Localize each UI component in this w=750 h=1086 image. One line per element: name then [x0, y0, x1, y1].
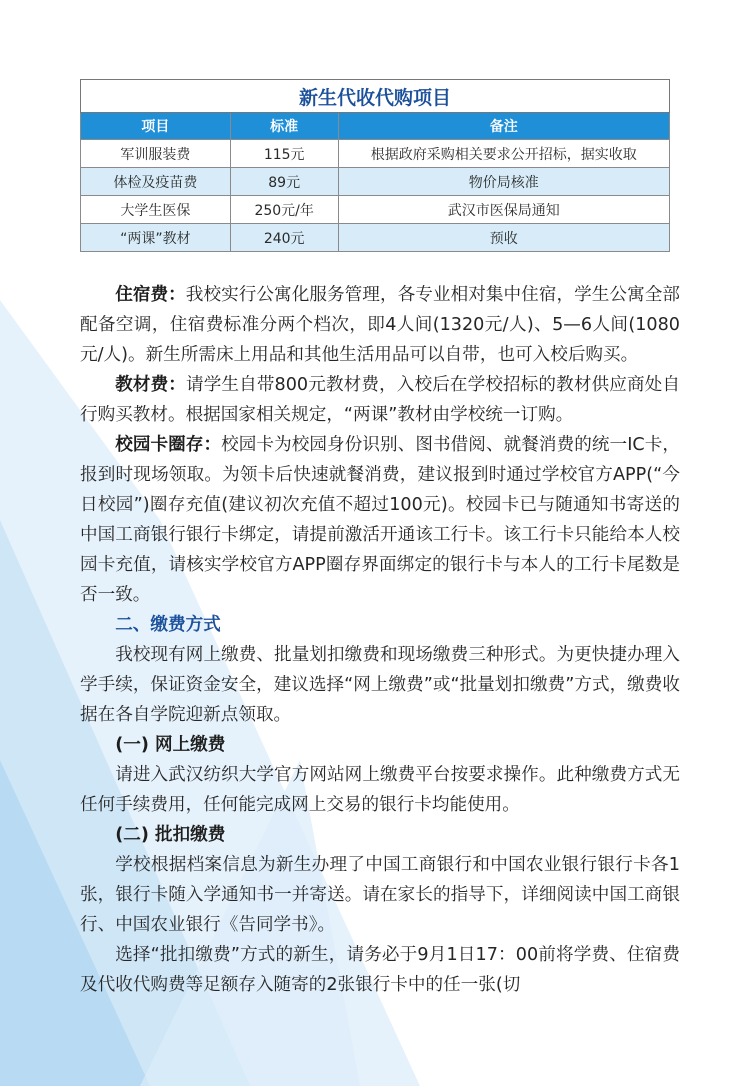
table-row [81, 196, 670, 224]
table-row [81, 168, 670, 196]
header-remark: 备注 [338, 113, 669, 140]
accommodation-label: 住宿费： [115, 285, 186, 305]
accommodation-paragraph [80, 280, 680, 370]
textbook-label: 教材费： [115, 375, 187, 395]
table-cell: 240元 [230, 224, 338, 252]
payment-heading: 二、缴费方式 [115, 615, 221, 635]
table-cell: 预收 [338, 224, 669, 252]
table-cell: “两课”教材 [81, 224, 231, 252]
table-row [81, 140, 670, 168]
online-payment-text: 请进入武汉纺织大学官方网站网上缴费平台按要求操作。此种缴费方式无任何手续费用，任何能完成网上交易的银行卡均能使用。 [80, 765, 680, 815]
table-cell: 根据政府采购相关要求公开招标，据实收取 [338, 140, 669, 168]
textbook-paragraph [80, 370, 680, 430]
campus-card-text: 校园卡为校园身份识别、图书借阅、就餐消费的统一IC卡，报到时现场领取。为领卡后快速就餐消费，建议报到时通过学校官方APP(“今日校园”)圈存充值(建议初次充值不超过100元)。校园卡已与随通知书寄送的中国工商银行银行卡绑定，请提前激活开通该工行卡。该工行卡只能给本人校园卡充值，请核实学校官方APP圈存界面绑定的银行卡与本人的工行卡尾数是否一致。 [80, 435, 680, 605]
batch-payment-heading: (二) 批扣缴费 [115, 825, 226, 845]
table-cell: 大学生医保 [81, 196, 231, 224]
campus-card-paragraph [80, 430, 680, 610]
table-cell: 武汉市医保局通知 [338, 196, 669, 224]
table-cell: 89元 [230, 168, 338, 196]
fee-table [80, 79, 670, 252]
batch-payment-text-2: 选择“批扣缴费”方式的新生，请务必于9月1日17：00前将学费、住宿费及代收代购费等足额存入随寄的2张银行卡中的任一张(切 [80, 945, 680, 995]
accommodation-text: 我校实行公寓化服务管理，各专业相对集中住宿，学生公寓全部配备空调，住宿费标准分两个档次，即4人间(1320元/人)、5—6人间(1080元/人)。新生所需床上用品和其他生活用品可以自带，也可入校后购买。 [80, 285, 680, 365]
online-payment-heading: (一) 网上缴费 [115, 735, 226, 755]
table-title: 新生代收代购项目 [81, 80, 670, 113]
table-cell: 250元/年 [230, 196, 338, 224]
table-header-row [81, 113, 670, 140]
body-content [80, 280, 680, 1000]
table-cell: 115元 [230, 140, 338, 168]
batch-payment-text-1: 学校根据档案信息为新生办理了中国工商银行和中国农业银行银行卡各1张，银行卡随入学通知书一并寄送。请在家长的指导下，详细阅读中国工商银行、中国农业银行《告同学书》。 [80, 855, 680, 935]
table-cell: 军训服装费 [81, 140, 231, 168]
textbook-text: 请学生自带800元教材费，入校后在学校招标的教材供应商处自行购买教材。根据国家相关规定，“两课”教材由学校统一订购。 [80, 375, 680, 425]
table-cell: 体检及疫苗费 [81, 168, 231, 196]
header-standard: 标准 [230, 113, 338, 140]
header-item: 项目 [81, 113, 231, 140]
table-cell: 物价局核准 [338, 168, 669, 196]
campus-card-label: 校园卡圈存： [115, 435, 222, 455]
payment-intro: 我校现有网上缴费、批量划扣缴费和现场缴费三种形式。为更快捷办理入学手续，保证资金安全，建议选择“网上缴费”或“批量划扣缴费”方式，缴费收据在各自学院迎新点领取。 [80, 645, 680, 725]
table-row [81, 224, 670, 252]
